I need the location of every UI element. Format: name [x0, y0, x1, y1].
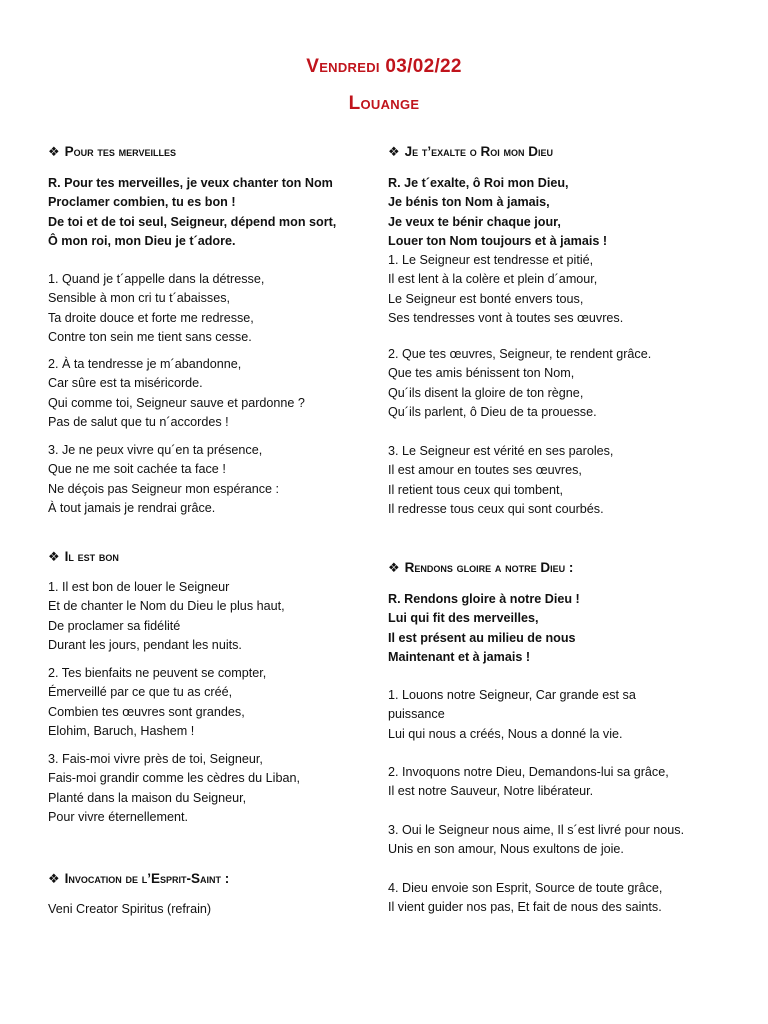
text-line: Le Seigneur est bonté envers tous,	[388, 291, 584, 306]
text-line: Que ne me soit cachée ta face !	[48, 462, 226, 477]
text-line: Ses tendresses vont à toutes ses œuvres.	[388, 311, 624, 326]
text-line: Il vient guider nos pas, Et fait de nous des saints.	[388, 900, 662, 915]
section-heading	[388, 560, 573, 576]
text-line: À tout jamais je rendrai grâce.	[48, 501, 216, 516]
text-line: Lui qui fit des merveilles,	[388, 611, 539, 626]
text-line: De toi et de toi seul, Seigneur, dépend mon sort,	[48, 214, 337, 229]
text-line: Car sûre est ta miséricorde.	[48, 376, 203, 391]
text-line: Contre ton sein me tient sans cesse.	[48, 330, 252, 345]
text-line: Que tes amis bénissent ton Nom,	[388, 366, 575, 381]
diamond-bullet-icon: ❖	[48, 144, 60, 159]
text-line: 3. Fais-moi vivre près de toi, Seigneur,	[48, 752, 263, 766]
text-line: 3. Oui le Seigneur nous aime, Il s´est livré pour nous.	[388, 823, 685, 837]
text-line: Sensible à mon cri tu t´abaisses,	[48, 291, 230, 306]
refrain	[388, 590, 718, 668]
text-line: Pour vivre éternellement.	[48, 810, 188, 825]
text-line: 1. Il est bon de louer le Seigneur	[48, 580, 230, 594]
text-line: Durant les jours, pendant les nuits.	[48, 638, 242, 653]
section-heading	[388, 144, 553, 160]
text-line: 1. Le Seigneur est tendresse et pitié,	[388, 253, 594, 267]
verse	[48, 441, 378, 519]
verse	[48, 578, 378, 656]
text-line: Elohim, Baruch, Hashem !	[48, 724, 195, 739]
section-heading	[48, 871, 229, 887]
verse	[388, 879, 718, 918]
text-line: 2. Que tes œuvres, Seigneur, te rendent grâce.	[388, 347, 652, 361]
diamond-bullet-icon: ❖	[48, 549, 60, 564]
text-line: 2. À ta tendresse je m´abandonne,	[48, 357, 242, 371]
text-line: Il redresse tous ceux qui sont courbés.	[388, 502, 604, 517]
verse	[48, 270, 378, 348]
text-line: R. Je t´exalte, ô Roi mon Dieu,	[388, 176, 569, 190]
text-line: Planté dans la maison du Seigneur,	[48, 790, 247, 805]
text-line: Fais-moi grandir comme les cèdres du Liban,	[48, 771, 300, 786]
text-line: Émerveillé par ce que tu as créé,	[48, 685, 233, 700]
page-title: Vendredi 03/02/22	[306, 56, 462, 77]
text-line: Je veux te bénir chaque jour,	[388, 214, 561, 229]
text-line: Combien tes œuvres sont grandes,	[48, 704, 245, 719]
section-title: Il est bon	[64, 549, 119, 564]
text-line: Et de chanter le Nom du Dieu le plus haut,	[48, 599, 285, 614]
verse	[388, 442, 718, 520]
verse	[388, 251, 718, 329]
page-subtitle: Louange	[348, 93, 420, 114]
section-title: Pour tes merveilles	[64, 144, 177, 159]
text-line: R. Rendons gloire à notre Dieu !	[388, 592, 580, 606]
verse	[388, 345, 718, 423]
verse	[48, 750, 378, 828]
text-line: Qu´ils parlent, ô Dieu de ta prouesse.	[388, 405, 597, 420]
section-heading	[48, 549, 119, 565]
diamond-bullet-icon: ❖	[388, 144, 400, 159]
verse	[48, 355, 378, 433]
diamond-bullet-icon: ❖	[388, 560, 400, 575]
text-line: Proclamer combien, tu es bon !	[48, 195, 236, 210]
text-line: 3. Le Seigneur est vérité en ses paroles,	[388, 444, 614, 458]
verse	[48, 664, 378, 742]
text-line: R. Pour tes merveilles, je veux chanter ton Nom	[48, 176, 333, 190]
text-line: Il est lent à la colère et plein d´amour,	[388, 272, 598, 287]
text-line: De proclamer sa fidélité	[48, 618, 181, 633]
text-line: Ô mon roi, mon Dieu je t´adore.	[48, 234, 236, 249]
text-line: Unis en son amour, Nous exultons de joie.	[388, 842, 624, 857]
diamond-bullet-icon: ❖	[48, 871, 60, 886]
text-line: 2. Tes bienfaits ne peuvent se compter,	[48, 666, 267, 680]
text-line: Qui comme toi, Seigneur sauve et pardonne ?	[48, 395, 305, 410]
text-line: Il est présent au milieu de nous	[388, 630, 576, 645]
text-line: Qu´ils disent la gloire de ton règne,	[388, 385, 584, 400]
section-title: Rendons gloire a notre Dieu :	[404, 560, 574, 575]
text-line: Ne déçois pas Seigneur mon espérance :	[48, 481, 280, 496]
text-line: 1. Quand je t´appelle dans la détresse,	[48, 272, 265, 286]
text-line: Lui qui nous a créés, Nous a donné la vie.	[388, 726, 623, 741]
refrain	[388, 174, 718, 252]
text-line: Veni Creator Spiritus (refrain)	[48, 902, 212, 916]
verse	[388, 821, 718, 860]
refrain	[48, 174, 378, 252]
verse	[388, 686, 718, 744]
section-title: Je t’exalte o Roi mon Dieu	[404, 144, 554, 159]
text-line: Il retient tous ceux qui tombent,	[388, 482, 564, 497]
text-line: 1. Louons notre Seigneur, Car grande est sa	[388, 688, 636, 702]
text-line: Ta droite douce et forte me redresse,	[48, 310, 254, 325]
text-line: 3. Je ne peux vivre qu´en ta présence,	[48, 443, 263, 457]
text-line	[48, 900, 378, 919]
verse	[388, 763, 718, 802]
text-line: Maintenant et à jamais !	[388, 650, 531, 665]
section-heading	[48, 144, 176, 160]
section-title: Invocation de l’Esprit-Saint :	[64, 871, 230, 886]
text-line: 2. Invoquons notre Dieu, Demandons-lui sa grâce,	[388, 765, 669, 779]
text-line: Il est amour en toutes ses œuvres,	[388, 463, 582, 478]
text-line: 4. Dieu envoie son Esprit, Source de toute grâce,	[388, 881, 663, 895]
text-line: puissance	[388, 707, 445, 722]
text-line: Je bénis ton Nom à jamais,	[388, 195, 550, 210]
text-line: Il est notre Sauveur, Notre libérateur.	[388, 784, 594, 799]
text-line: Louer ton Nom toujours et à jamais !	[388, 234, 608, 249]
text-line: Pas de salut que tu n´accordes !	[48, 415, 229, 430]
